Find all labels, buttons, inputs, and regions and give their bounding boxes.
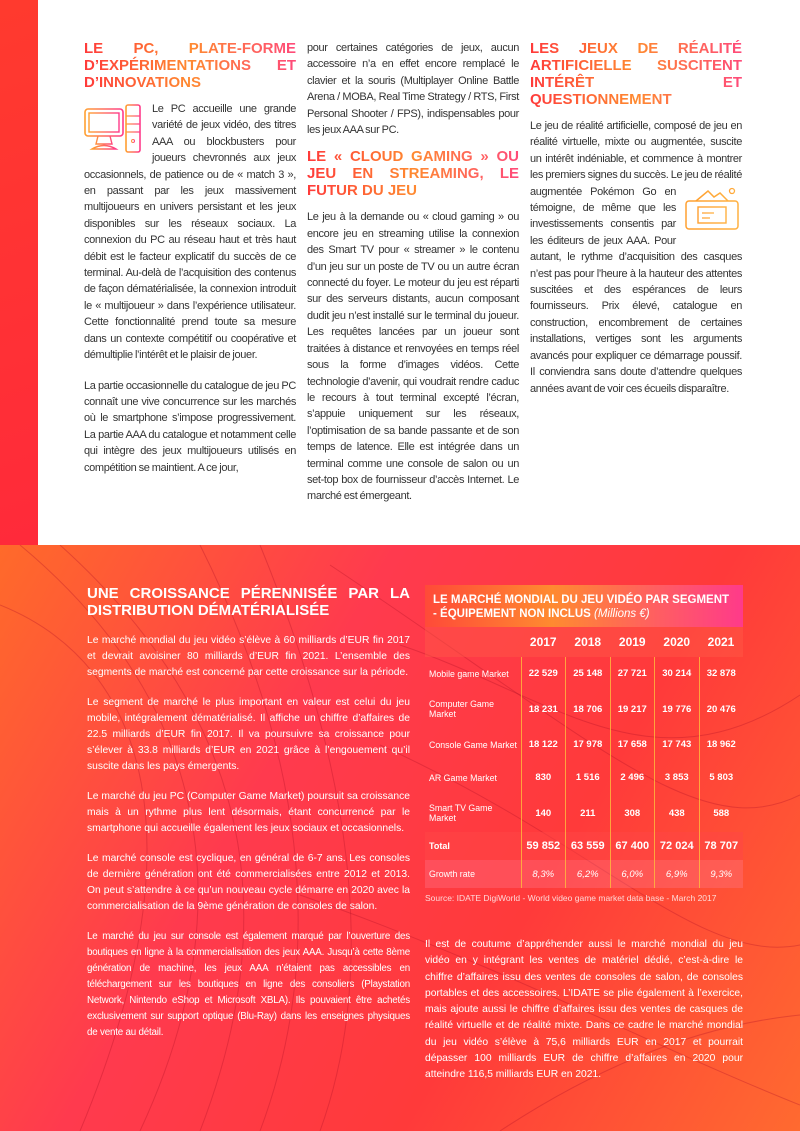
heading-pc-part2: PLATE-FORME D’EXPÉRIMENTATIONS ET D’INNOVATIONS xyxy=(84,40,296,91)
table-cell: 63 559 xyxy=(566,832,611,860)
table-cell: 9,3% xyxy=(699,860,743,888)
table-cell: 22 529 xyxy=(521,657,566,690)
table-cell: 588 xyxy=(699,794,743,832)
paragraph xyxy=(84,101,296,364)
table-title xyxy=(425,585,743,627)
table-header-row xyxy=(425,627,743,657)
market-table-box xyxy=(425,585,743,904)
table-cell: 27 721 xyxy=(610,657,655,690)
table-cell: 3 853 xyxy=(655,761,700,794)
table-cell: 308 xyxy=(610,794,655,832)
table-cell: 2019 xyxy=(610,627,655,657)
table-cell: 2018 xyxy=(566,627,611,657)
table-cell: 140 xyxy=(521,794,566,832)
table-cell: 19 776 xyxy=(655,690,700,728)
table-cell: 438 xyxy=(655,794,700,832)
table-cell: 6,0% xyxy=(610,860,655,888)
table-row xyxy=(425,794,743,832)
table-cell: 5 803 xyxy=(699,761,743,794)
table-cell: 19 217 xyxy=(610,690,655,728)
growth-article xyxy=(87,585,410,1055)
table-growth-row xyxy=(425,860,743,888)
row-label: Growth rate xyxy=(425,860,521,888)
table-unit: (Millions €) xyxy=(594,608,650,620)
table-row xyxy=(425,728,743,761)
table-cell: 211 xyxy=(566,794,611,832)
row-label xyxy=(425,627,521,657)
heading-cloud-gaming: LE « CLOUD GAMING » OU JEU EN STREAMING, LE FUTUR DU JEU xyxy=(307,148,519,200)
table-cell: 25 148 xyxy=(566,657,611,690)
paragraph xyxy=(530,118,742,397)
ar-phone-icon xyxy=(684,187,742,237)
ar-paragraph-part2: augmentée Pokémon Go en témoigne, de même que les investissements consentis par les éditeurs de jeux AAA. Pour autant, le rythme d’acquisition des casques n’est pas pour l’heure à la hauteur des attentes suscitées et des espérances de leurs fournisseurs. Prix élevé, catalogue en construction, encombrement de certaines installations, vertiges sont les arguments avancés pour expliquer ce démarrage poussif. Il conviendra sans doute d’attendre quelques années avant de voir ces écueils disparaître. xyxy=(530,185,742,395)
row-label: Mobile game Market xyxy=(429,668,509,679)
heading-pc xyxy=(84,40,296,91)
table-cell: 6,2% xyxy=(566,860,611,888)
growth-paragraph-2: Le segment de marché le plus important en valeur est celui du jeu mobile, intégralement dématérialisé. Il affiche un chiffre d’affaires de 22.5 milliards d’EUR fin 2017. Il va poursuivre sa croissance pour s’élever à 33.8 milliards d’EUR en 2021 grâce à l’engouement qu’il suscite dans les pays émergents. xyxy=(87,697,410,772)
table-row xyxy=(425,761,743,794)
growth-paragraph-5: Le marché du jeu sur console est également marqué par l’ouverture des boutiques en ligne à la commercialisation des jeux AAA. Jusqu’à cette 8ème génération de machine, les jeux AAA n’étaient pas accessibles en téléchargement sur les boutiques en ligne des consoliers (Playstation Network, Nintendo eShop et Microsoft XBLA). Ils pouvaient être achetés exclusivement sur support optique (Blu-Ray) dans les enseignes physiques de vente au détail. xyxy=(87,931,410,1038)
table-cell: 72 024 xyxy=(655,832,700,860)
row-label: Computer Game Market xyxy=(429,699,495,719)
table-cell: 18 122 xyxy=(521,728,566,761)
hardware-market-paragraph: Il est de coutume d’appréhender aussi le marché mondial du jeu vidéo en y intégrant les ventes de matériel dédié, c’est-à-dire le chiffre d’affaires issu des ventes de consoles de salon, de consoles portables et des accessoires. L’IDATE se plie également à l’exercice, mais ajoute aussi le chiffre d’affaires issu des ventes de casques de réalité virtuelle et de réalité mixte. Dans ce cadre le marché mondial du jeu vidéo s’élève à 75,6 milliards EUR en 2017 et pourrait dépasser 100 milliards EUR de chiffre d’affaires en 2020 pour atteindre 116,5 milliards EUR en 2021. xyxy=(425,939,743,1081)
growth-paragraph-3: Le marché du jeu PC (Computer Game Market) poursuit sa croissance mais à un rythme plus lent désormais, étant concurrencé par le smartphone qui accueille également les jeux sociaux et occasionnels. xyxy=(87,791,410,834)
cloud-paragraph: Le jeu à la demande ou « cloud gaming » ou encore jeu en streaming utilise la connexion des Smart TV pour « streamer » le contenu d’un jeu sur un poste de TV ou un autre écran connecté du foyer. Le moteur du jeu est réparti sur des serveurs distants, aucun composant dudit jeu n’est installé sur le terminal du joueur. Les requêtes lancées par un joueur sont traitées à distance et renvoyées en temps réel sous la forme d’images vidéos. Cette technologie d’avenir, qui voudrait rendre caduc le recours à tout terminal excepté l’écran, s’appuie uniquement sur les réseaux, l’optimisation de sa bande passante et de son temps de latence. Elle est intégrée dans un terminal comme une console de salon ou un set-top box de fournisseur d’accès Internet. Le marché est émergeant. xyxy=(307,211,519,503)
column-pc xyxy=(84,40,296,490)
pc-paragraph-1: Le PC accueille une grande variété de jeux vidéo, des titres AAA ou blockbusters pour joueurs chevronnés aux jeux occasionnels, de patience ou de « match 3 », en passant par les jeux massivement multijoueurs en univers persistant et les jeux disponibles sur les réseaux sociaux. La connexion du PC au réseau haut et très haut débit est le facteur explicatif du succès de ce terminal. Au-delà de l’acquisition des contenus de façon dématérialisée, la connexion introduit le « multijoueur » dans l’expérience utilisateur. Cette fonctionnalité prend toute sa mesure dans un contexte compétitif ou coopérative et démultiplie l’intérêt et le plaisir de jouer. xyxy=(84,103,296,362)
heading-pc-part1: LE PC, xyxy=(84,40,189,57)
table-cell: 17 978 xyxy=(566,728,611,761)
row-label: AR Game Market xyxy=(429,772,497,783)
table-cell: 18 706 xyxy=(566,690,611,728)
table-cell: 18 231 xyxy=(521,690,566,728)
table-row xyxy=(425,657,743,690)
pc-paragraph-2: La partie occasionnelle du catalogue de jeu PC connaît une vive concurrence sur les marchés où le smartphone s’impose progressivement. La partie AAA du catalogue et notamment celle qui intègre des jeux multijoueurs utilisés en compétition se maintient. A ce jour, xyxy=(84,379,296,474)
table-cell: 30 214 xyxy=(655,657,700,690)
table-cell: 17 743 xyxy=(655,728,700,761)
table-source: Source: IDATE DigiWorld - World video game market data base - March 2017 xyxy=(425,893,717,903)
market-table xyxy=(425,627,743,888)
table-row xyxy=(425,690,743,728)
table-cell: 67 400 xyxy=(610,832,655,860)
column-artificial-reality xyxy=(530,40,742,411)
table-cell: 32 878 xyxy=(699,657,743,690)
row-label: Total xyxy=(425,832,521,860)
row-label: Smart TV Game Market xyxy=(429,803,493,823)
table-cell: 78 707 xyxy=(699,832,743,860)
table-cell: 2020 xyxy=(655,627,700,657)
top-section xyxy=(0,0,800,545)
column-cloud-gaming xyxy=(307,40,519,519)
table-cell: 1 516 xyxy=(566,761,611,794)
table-total-row xyxy=(425,832,743,860)
table-cell: 2017 xyxy=(521,627,566,657)
desktop-computer-icon xyxy=(84,104,144,159)
pc-paragraph-continued: pour certaines catégories de jeux, aucun accessoire n’a en effet encore remplacé le clavier et la souris (Multiplayer Online Battle Arena / MOBA, Real Time Strategy / RTS, First Personal Shooter / FPS), indispensables pour les jeux AAA sur PC. xyxy=(307,42,519,137)
table-title-text: LE MARCHÉ MONDIAL DU JEU VIDÉO PAR SEGMENT - ÉQUIPEMENT NON INCLUS xyxy=(433,594,730,620)
row-label: Console Game Market xyxy=(429,739,518,750)
table-cell: 18 962 xyxy=(699,728,743,761)
ar-paragraph-part1: Le jeu de réalité artificielle, composé de jeu en réalité virtuelle, mixte ou augmentée, suscite un intérêt indéniable, et commence à montrer les premiers signes du succès. Le jeu de réalité xyxy=(530,120,742,182)
table-cell: 2021 xyxy=(699,627,743,657)
table-cell: 6,9% xyxy=(655,860,700,888)
growth-paragraph-1: Le marché mondial du jeu vidéo s’élève à 60 milliards d’EUR fin 2017 et devrait avoisiner 80 milliards d’EUR fin 2021. L’ensemble des segments de marché est concerné par cette croissance sur la période. xyxy=(87,635,410,678)
table-cell: 20 476 xyxy=(699,690,743,728)
table-cell: 2 496 xyxy=(610,761,655,794)
table-cell: 59 852 xyxy=(521,832,566,860)
heading-growth: UNE CROISSANCE PÉRENNISÉE PAR LA DISTRIBUTION DÉMATÉRIALISÉE xyxy=(87,585,410,619)
growth-paragraph-4: Le marché console est cyclique, en général de 6-7 ans. Les consoles de dernière génération ont été commercialisées entre 2012 et 2013. On peut s’attendre à ce qu’un nouveau cycle démarre en 2020 avec la commercialisation de la 9ème génération de consoles de salon. xyxy=(87,853,410,912)
heading-artificial-reality: LES JEUX DE RÉALITÉ ARTIFICIELLE SUSCITENT INTÉRÊT ET QUESTIONNEMENT xyxy=(530,40,742,108)
table-cell: 8,3% xyxy=(521,860,566,888)
market-section xyxy=(0,545,800,1131)
table-cell: 830 xyxy=(521,761,566,794)
table-cell: 17 658 xyxy=(610,728,655,761)
